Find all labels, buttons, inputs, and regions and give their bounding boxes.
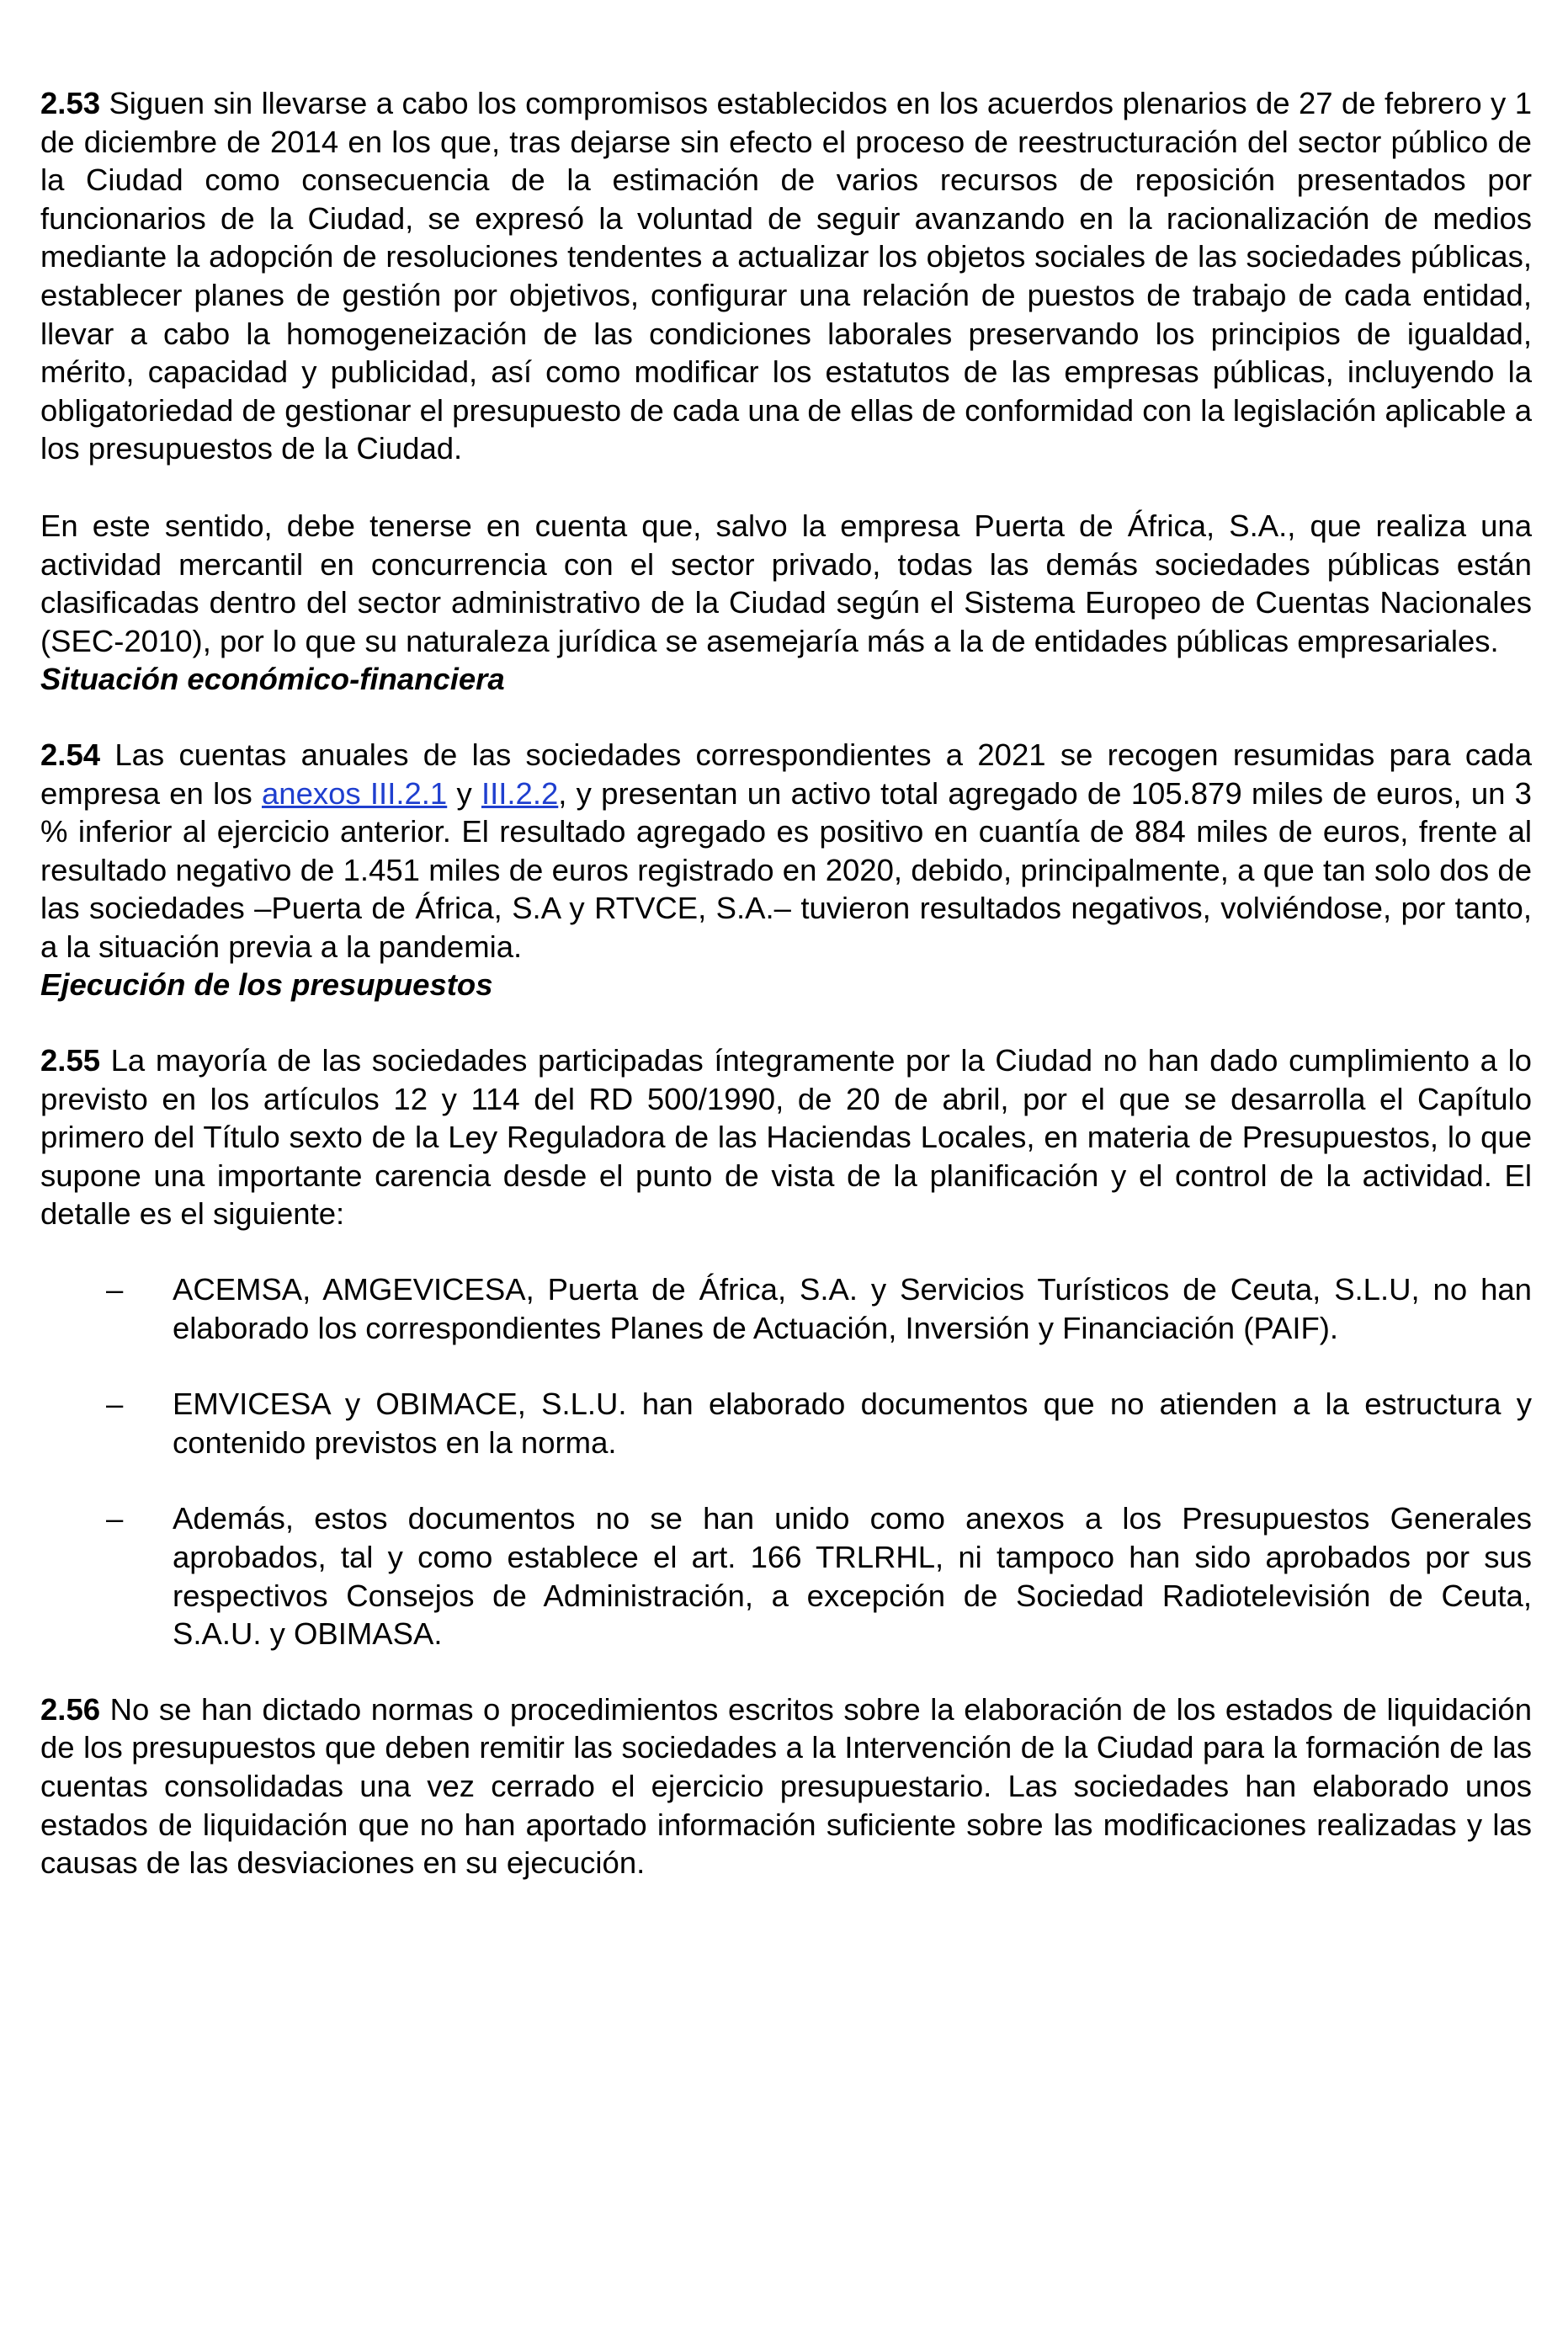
detail-list bbox=[40, 1270, 1532, 1653]
paragraph-number: 2.56 bbox=[40, 1691, 101, 1727]
paragraph-2-53-continued bbox=[40, 507, 1532, 660]
paragraph-text: La mayoría de las sociedades participadas íntegramente por la Ciudad no han dado cumplimiento a lo previsto en los artículos 12 y 114 del RD 500/1990, de 20 de abril, por el que se desarrolla el Capítulo primero del Título sexto de la Ley Reguladora de las Haciendas Locales, en materia de Presupuestos, lo que supone una importante carencia desde el punto de vista de la planificación y el control de la actividad. El detalle es el siguiente: bbox=[40, 1043, 1532, 1232]
paragraph-2-55 bbox=[40, 1041, 1532, 1233]
dash-bullet-icon: – bbox=[106, 1501, 124, 1536]
list-item bbox=[40, 1270, 1532, 1347]
document-page bbox=[40, 84, 1532, 1882]
list-item-text: ACEMSA, AMGEVICESA, Puerta de África, S.A. y Servicios Turísticos de Ceuta, S.L.U, no han elaborado los correspondientes Planes de Actuación, Inversión y Financiación (PAIF). bbox=[173, 1272, 1532, 1345]
list-item-text: Además, estos documentos no se han unido como anexos a los Presupuestos Generales aprobados, tal y como establece el art. 166 TRLRHL, ni tampoco han sido aprobados por sus respectivos Consejos de Administración, a excepción de Sociedad Radiotelevisión de Ceuta, S.A.U. y OBIMASA. bbox=[173, 1501, 1532, 1652]
paragraph-2-54 bbox=[40, 736, 1532, 966]
list-item-text: EMVICESA y OBIMACE, S.L.U. han elaborado documentos que no atienden a la estructura y contenido previstos en la norma. bbox=[173, 1387, 1532, 1460]
paragraph-text: En este sentido, debe tenerse en cuenta que, salvo la empresa Puerta de África, S.A., que realiza una actividad mercantil en concurrencia con el sector privado, todas las demás sociedades públicas están clasificadas dentro del sector administrativo de la Ciudad según el Sistema Europeo de Cuentas Nacionales (SEC-2010), por lo que su naturaleza jurídica se asemejaría más a la de entidades públicas empresariales. bbox=[40, 508, 1532, 658]
list-item bbox=[40, 1385, 1532, 1461]
paragraph-text: Siguen sin llevarse a cabo los compromisos establecidos en los acuerdos plenarios de 27 de febrero y 1 de diciembre de 2014 en los que, tras dejarse sin efecto el proceso de reestructuración del sector público de la Ciudad como consecuencia de la estimación de varios recursos de reposición presentados por funcionarios de la Ciudad, se expresó la voluntad de seguir avanzando en la racionalización de medios mediante la adopción de resoluciones tendentes a actualizar los objetos sociales de las sociedades públicas, establecer planes de gestión por objetivos, configurar una relación de puestos de trabajo de cada entidad, llevar a cabo la homogeneización de las condiciones laborales preservando los principios de igualdad, mérito, capacidad y publicidad, así como modificar los estatutos de las empresas públicas, incluyendo la obligatoriedad de gestionar el presupuesto de cada una de ellas de conformidad con la legislación aplicable a los presupuestos de la Ciudad. bbox=[40, 86, 1532, 466]
annex-link-iii-2-2[interactable]: III.2.2 bbox=[481, 775, 559, 811]
paragraph-text: , y presentan un activo total agregado de 105.879 miles de euros, un 3 % inferior al ejercicio anterior. El resultado agregado es positivo en cuantía de 884 miles de euros, frente al resultado negativo de 1.451 miles de euros registrado en 2020, debido, principalmente, a que tan solo dos de las sociedades –Puerta de África, S.A y RTVCE, S.A.– tuvieron resultados negativos, volviéndose, por tanto, a la situación previa a la pandemia. bbox=[40, 775, 1532, 964]
paragraph-2-53 bbox=[40, 84, 1532, 468]
section-heading-budget-execution: Ejecución de los presupuestos bbox=[40, 967, 493, 1003]
paragraph-text: Las cuentas anuales de las sociedades correspondientes a 2021 se recogen resumidas para cada empresa en los bbox=[40, 737, 1532, 811]
dash-bullet-icon: – bbox=[106, 1387, 124, 1422]
list-item bbox=[40, 1499, 1532, 1653]
paragraph-2-56 bbox=[40, 1690, 1532, 1882]
dash-bullet-icon: – bbox=[106, 1272, 124, 1307]
paragraph-text: No se han dictado normas o procedimientos escritos sobre la elaboración de los estados de liquidación de los presupuestos que deben remitir las sociedades a la Intervención de la Ciudad para la formación de las cuentas consolidadas una vez cerrado el ejercicio presupuestario. Las sociedades han elaborado unos estados de liquidación que no han aportado información suficiente sobre las modificaciones realizadas y las causas de las desviaciones en su ejecución. bbox=[40, 1691, 1532, 1881]
paragraph-text: y bbox=[447, 775, 481, 811]
section-heading-financial-situation: Situación económico-financiera bbox=[40, 662, 505, 697]
annex-link-iii-2-1[interactable]: anexos III.2.1 bbox=[261, 775, 448, 811]
paragraph-number: 2.54 bbox=[40, 737, 101, 772]
paragraph-number: 2.55 bbox=[40, 1043, 101, 1078]
paragraph-number: 2.53 bbox=[40, 86, 101, 120]
